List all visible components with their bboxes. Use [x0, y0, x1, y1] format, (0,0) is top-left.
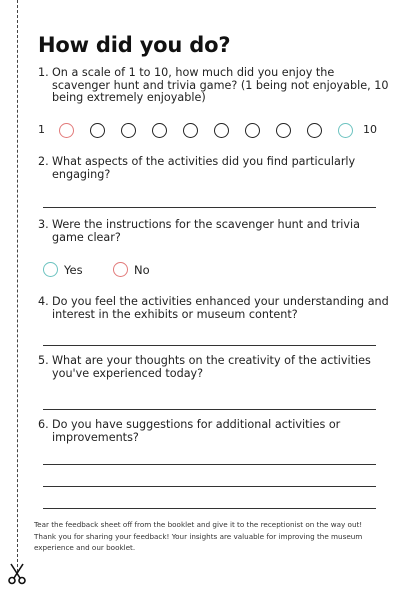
rating-option-1[interactable] — [59, 123, 74, 138]
question-number: 2. — [38, 155, 49, 168]
footer-thanks: Thank you for sharing your feedback! Your insights are valuable for improving the museum experience and our booklet. — [34, 531, 363, 553]
answer-line-q6-1[interactable] — [43, 464, 376, 465]
question-number: 1. — [38, 66, 49, 79]
question-text: What aspects of the activities did you find particularly engaging? — [52, 155, 356, 181]
question-text: What are your thoughts on the creativity of the activities you've experienced today? — [52, 354, 371, 380]
footer-note — [34, 519, 390, 554]
question-text: Were the instructions for the scavenger hunt and trivia game clear? — [52, 218, 360, 244]
question-text: On a scale of 1 to 10, how much did you enjoy the scavenger hunt and trivia game? (1 being not enjoyable, 10 being extremely enjoyable) — [52, 66, 389, 104]
scale-max-label: 10 — [363, 123, 377, 136]
page-title: How did you do? — [38, 33, 231, 57]
rating-option-5[interactable] — [183, 123, 198, 138]
question-text: Do you have suggestions for additional activities or improvements? — [52, 418, 341, 444]
rating-option-2[interactable] — [90, 123, 105, 138]
answer-line-q5[interactable] — [43, 409, 376, 410]
question-number: 4. — [38, 295, 49, 308]
question-6 — [38, 419, 390, 444]
no-label: No — [134, 263, 150, 277]
scissors-icon — [6, 563, 28, 585]
question-text: Do you feel the activities enhanced your understanding and interest in the exhibits or museum content? — [52, 295, 389, 321]
rating-scale — [38, 121, 383, 139]
question-2 — [38, 156, 390, 181]
question-5 — [38, 355, 390, 380]
rating-option-4[interactable] — [152, 123, 167, 138]
tear-line — [17, 0, 18, 572]
answer-line-q2[interactable] — [43, 207, 376, 208]
rating-option-8[interactable] — [276, 123, 291, 138]
question-1 — [38, 67, 390, 105]
rating-option-9[interactable] — [307, 123, 322, 138]
no-radio[interactable] — [113, 262, 128, 277]
question-4 — [38, 296, 390, 321]
rating-option-10[interactable] — [338, 123, 353, 138]
rating-option-7[interactable] — [245, 123, 260, 138]
question-3 — [38, 219, 390, 244]
answer-line-q6-3[interactable] — [43, 508, 376, 509]
yes-radio[interactable] — [43, 262, 58, 277]
question-number: 6. — [38, 418, 49, 431]
rating-option-3[interactable] — [121, 123, 136, 138]
answer-line-q6-2[interactable] — [43, 486, 376, 487]
rating-option-6[interactable] — [214, 123, 229, 138]
footer-instruction: Tear the feedback sheet off from the booklet and give it to the receptionist on the way out! — [34, 520, 363, 529]
answer-line-q4[interactable] — [43, 345, 376, 346]
yes-label: Yes — [64, 263, 83, 277]
scale-min-label: 1 — [38, 123, 45, 136]
question-number: 5. — [38, 354, 49, 367]
question-number: 3. — [38, 218, 49, 231]
